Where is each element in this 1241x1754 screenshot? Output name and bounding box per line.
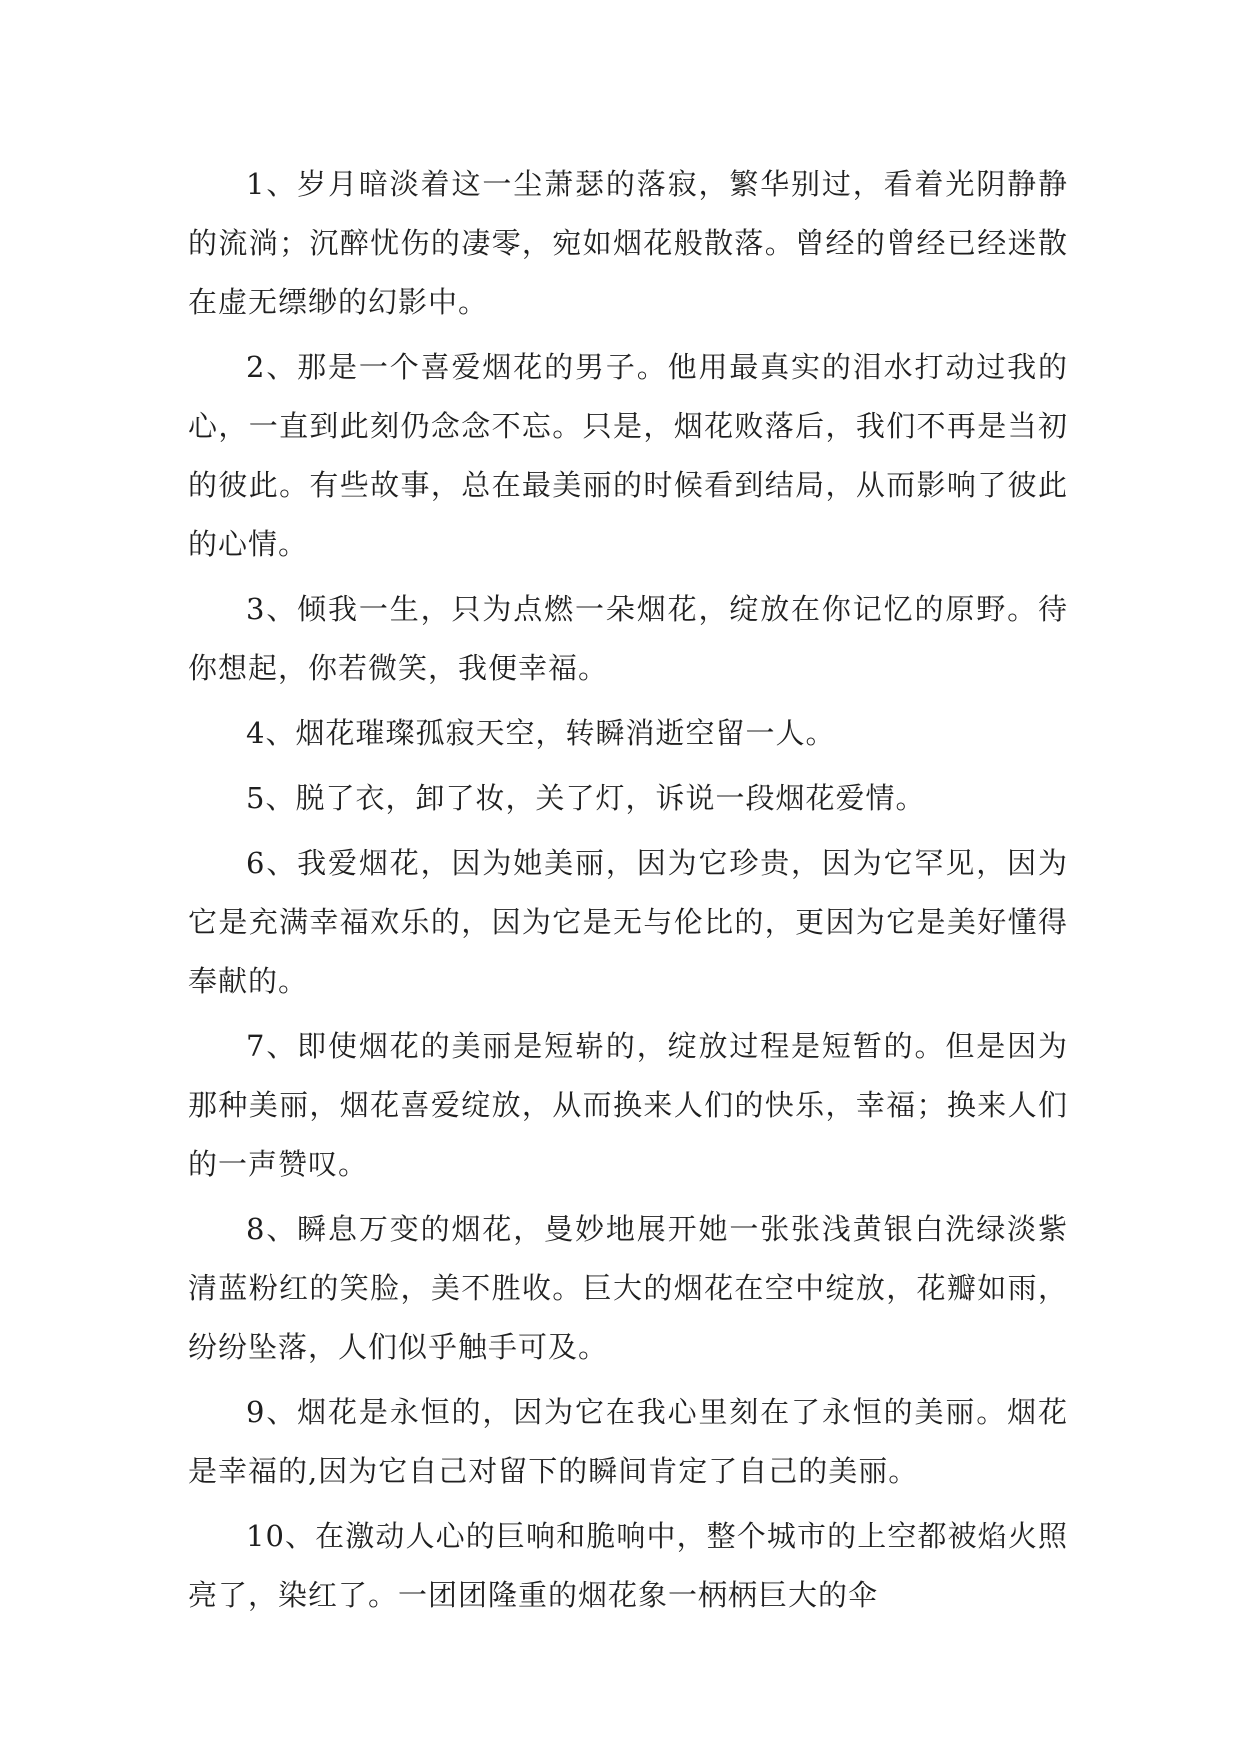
paragraph-5: 5、脱了衣，卸了妆，关了灯，诉说一段烟花爱情。	[246, 781, 926, 815]
paragraph-1: 1、岁月暗淡着这一尘萧瑟的落寂，繁华别过，看着光阴静静的流淌；沉醉忧伤的凄零，宛如烟花般散落。曾经的曾经已经迷散在虚无缥缈的幻影中。	[188, 167, 1068, 319]
paragraph-7: 7、即使烟花的美丽是短崭的，绽放过程是短暂的。但是因为那种美丽，烟花喜爱绽放，从而换来人们的快乐，幸福；换来人们的一声赞叹。	[188, 1029, 1068, 1181]
document-body	[188, 155, 1068, 1631]
paragraph-6: 6、我爱烟花，因为她美丽，因为它珍贵，因为它罕见，因为它是充满幸福欢乐的，因为它是无与伦比的，更因为它是美好懂得奉献的。	[188, 846, 1068, 998]
paragraph-4: 4、烟花璀璨孤寂天空，转瞬消逝空留一人。	[246, 716, 836, 750]
paragraph-8: 8、瞬息万变的烟花，曼妙地展开她一张张浅黄银白洗绿淡紫清蓝粉红的笑脸，美不胜收。巨大的烟花在空中绽放，花瓣如雨，纷纷坠落，人们似乎触手可及。	[188, 1212, 1068, 1364]
paragraph-10: 10、在激动人心的巨响和脆响中，整个城市的上空都被焰火照亮了，染红了。一团团隆重的烟花象一柄柄巨大的伞	[188, 1519, 1068, 1612]
paragraph-2: 2、那是一个喜爱烟花的男子。他用最真实的泪水打动过我的心，一直到此刻仍念念不忘。只是，烟花败落后，我们不再是当初的彼此。有些故事，总在最美丽的时候看到结局，从而影响了彼此的心情。	[188, 350, 1068, 561]
paragraph-3: 3、倾我一生，只为点燃一朵烟花，绽放在你记忆的原野。待你想起，你若微笑，我便幸福。	[188, 592, 1068, 685]
paragraph-9: 9、烟花是永恒的，因为它在我心里刻在了永恒的美丽。烟花是幸福的,因为它自己对留下的瞬间肯定了自己的美丽。	[188, 1395, 1068, 1488]
